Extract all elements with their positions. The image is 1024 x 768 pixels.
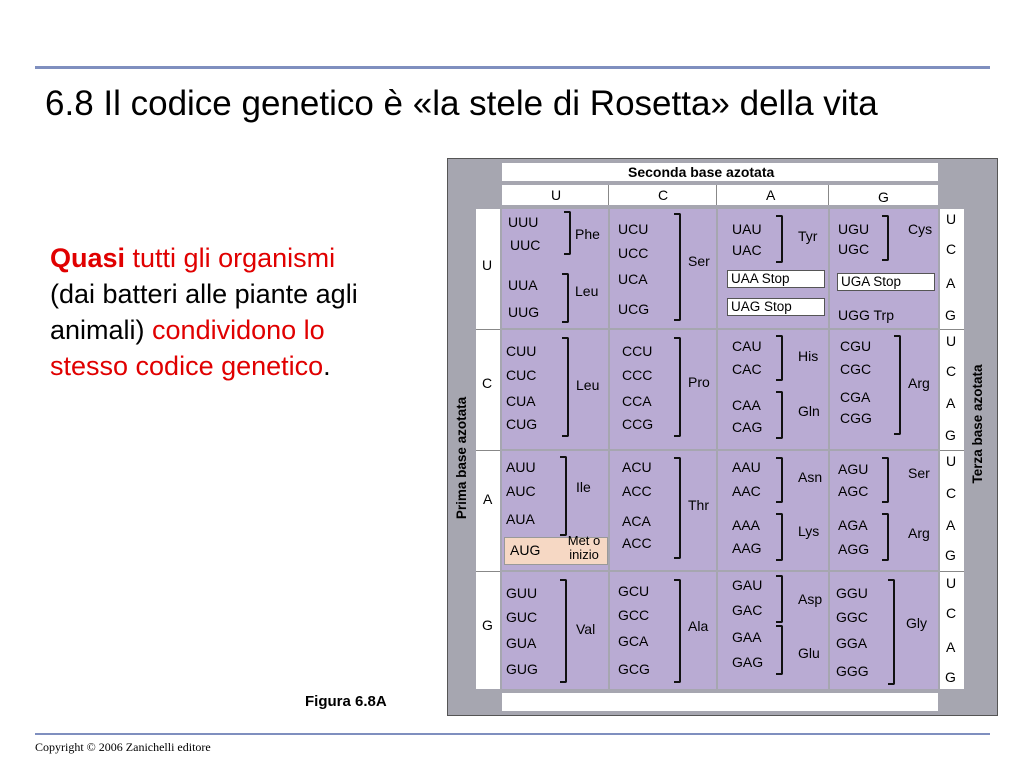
bracket: [674, 337, 681, 437]
third-base-label: Terza base azotata: [970, 364, 985, 484]
third-base: U: [946, 575, 957, 591]
figure-caption: Figura 6.8A: [305, 693, 387, 710]
codon: ACU: [622, 459, 652, 475]
row-base-u: U: [482, 257, 493, 273]
codon: AGA: [838, 517, 868, 533]
codon: CUU: [506, 343, 537, 359]
bracket: [894, 335, 901, 435]
row-divider: [940, 450, 964, 451]
third-base: G: [945, 307, 956, 323]
amino-acid: Ile: [576, 479, 591, 495]
codon: GAU: [732, 577, 763, 593]
header-divider: [828, 185, 829, 205]
bracket: [882, 215, 889, 261]
amino-acid: Leu: [576, 377, 600, 393]
amino-acid: Ala: [688, 618, 709, 634]
codon: CAA: [732, 397, 761, 413]
bracket: [562, 273, 569, 323]
codon: AAC: [732, 483, 761, 499]
codon: AUU: [506, 459, 536, 475]
row-divider: [476, 571, 500, 572]
codon: AAU: [732, 459, 761, 475]
amino-acid: Gly: [906, 615, 927, 631]
amino-acid: Ser: [688, 253, 710, 269]
copyright: Copyright © 2006 Zanichelli editore: [35, 740, 211, 754]
codon: AUC: [506, 483, 536, 499]
third-base: G: [945, 547, 956, 563]
codon: UCG: [618, 301, 650, 317]
codon: GGC: [836, 609, 868, 625]
col-base-a: A: [766, 187, 776, 203]
third-base: U: [946, 211, 957, 227]
codon: GGG: [836, 663, 869, 679]
bracket: [564, 211, 571, 255]
codon: UAC: [732, 242, 762, 258]
genetic-code-table: [447, 158, 998, 716]
bracket: [562, 337, 569, 437]
body-black-1: (dai batteri alle piante agli animali): [50, 279, 358, 345]
amino-acid: Val: [576, 621, 596, 637]
codon: CCC: [622, 367, 653, 383]
codon: GUU: [506, 585, 538, 601]
codon: GUG: [506, 661, 538, 677]
met-start-label: Met o inizio: [567, 533, 601, 562]
codon: CCU: [622, 343, 653, 359]
codon: GCA: [618, 633, 649, 649]
header-divider: [608, 185, 609, 205]
second-base-header: Seconda base azotata: [628, 164, 775, 180]
codon: UUA: [508, 277, 538, 293]
bracket: [674, 457, 681, 559]
amino-acid: Ser: [908, 465, 930, 481]
bracket: [560, 579, 567, 683]
third-base: A: [946, 517, 956, 533]
row-base-a: A: [483, 491, 493, 507]
third-base: G: [945, 669, 956, 685]
body-red-2: condividono lo stesso codice genetico: [50, 315, 325, 381]
codon: UCU: [618, 221, 649, 237]
bracket: [674, 213, 681, 321]
bracket: [888, 579, 895, 685]
codon: CGA: [840, 389, 871, 405]
codon: CUC: [506, 367, 537, 383]
codon: GCG: [618, 661, 650, 677]
stop-codon-uag: UAG Stop: [727, 298, 825, 316]
bracket: [882, 513, 889, 561]
top-divider: [35, 66, 990, 69]
amino-acid: Leu: [575, 283, 599, 299]
codon: GAA: [732, 629, 762, 645]
codon: CCG: [622, 416, 654, 432]
codon: AGC: [838, 483, 869, 499]
codon: CGC: [840, 361, 872, 377]
third-base: A: [946, 275, 956, 291]
codon: AUA: [506, 511, 535, 527]
row-divider: [476, 329, 500, 330]
third-base: U: [946, 333, 957, 349]
amino-acid: Phe: [575, 226, 600, 242]
amino-acid: Thr: [688, 497, 709, 513]
codon: UUU: [508, 214, 539, 230]
codon: GGU: [836, 585, 868, 601]
codon: CCA: [622, 393, 652, 409]
bracket: [560, 456, 567, 536]
codon: CGG: [840, 410, 872, 426]
row-base-g: G: [482, 617, 493, 633]
row-base-c: C: [482, 375, 493, 391]
amino-acid: Asn: [798, 469, 823, 485]
body-red-1: tutti gli organismi: [125, 243, 336, 273]
bracket: [674, 579, 681, 683]
codon: UCC: [618, 245, 649, 261]
third-base: C: [946, 485, 957, 501]
col-base-u: U: [551, 187, 562, 203]
col-base-g: G: [878, 189, 889, 205]
bracket: [882, 457, 889, 503]
codon: AGG: [838, 541, 870, 557]
codon: AAG: [732, 540, 762, 556]
codon: GCC: [618, 607, 650, 623]
header-divider: [716, 185, 717, 205]
bottom-divider: [35, 733, 990, 735]
amino-acid: His: [798, 348, 819, 364]
quasi-word: Quasi: [50, 243, 126, 273]
codon: CAC: [732, 361, 762, 377]
codon: AAA: [732, 517, 761, 533]
bracket: [776, 391, 783, 439]
codon: UGC: [838, 241, 870, 257]
stop-codon-uga: UGA Stop: [837, 273, 935, 291]
codon-trp: UGG Trp: [838, 307, 895, 323]
amino-acid: Pro: [688, 374, 710, 390]
stop-codon-uaa: UAA Stop: [727, 270, 825, 288]
codon: UAU: [732, 221, 762, 237]
codon: ACC: [622, 535, 652, 551]
row-divider: [940, 329, 964, 330]
third-base: U: [946, 453, 957, 469]
body-text: [50, 240, 380, 384]
codon: GAG: [732, 654, 764, 670]
slide-title: 6.8 Il codice genetico è «la stele di Rosetta» della vita: [45, 84, 878, 123]
codon: UGU: [838, 221, 870, 237]
third-base: G: [945, 427, 956, 443]
amino-acid: Arg: [908, 375, 930, 391]
codon: CUA: [506, 393, 536, 409]
bracket: [776, 215, 783, 263]
first-base-label: Prima base azotata: [454, 396, 469, 520]
third-base: A: [946, 639, 956, 655]
third-base: C: [946, 605, 957, 621]
col-base-c: C: [658, 187, 669, 203]
bracket: [776, 625, 783, 675]
amino-acid: Glu: [798, 645, 820, 661]
codon: ACC: [622, 483, 652, 499]
bracket: [776, 457, 783, 503]
bracket: [776, 335, 783, 381]
amino-acid: Asp: [798, 591, 823, 607]
row-divider: [940, 571, 964, 572]
codon: CAG: [732, 419, 763, 435]
start-codon: AUG: [510, 542, 541, 558]
third-base: C: [946, 241, 957, 257]
body-period: .: [323, 351, 331, 381]
codon: UCA: [618, 271, 648, 287]
codon: CAU: [732, 338, 762, 354]
codon: ACA: [622, 513, 651, 529]
codon: AGU: [838, 461, 869, 477]
codon: UUG: [508, 304, 540, 320]
codon: GGA: [836, 635, 868, 651]
amino-acid: Arg: [908, 525, 930, 541]
codon: GCU: [618, 583, 650, 599]
row-divider: [476, 450, 500, 451]
codon: GAC: [732, 602, 763, 618]
codon: UUC: [510, 237, 541, 253]
codon: CUG: [506, 416, 538, 432]
amino-acid: Tyr: [798, 228, 818, 244]
column-base-header-row: [502, 185, 938, 205]
codon: CGU: [840, 338, 872, 354]
amino-acid: Gln: [798, 403, 820, 419]
table-footer-strip: [502, 693, 938, 711]
amino-acid: Cys: [908, 221, 933, 237]
codon: GUC: [506, 609, 538, 625]
third-base: C: [946, 363, 957, 379]
amino-acid: Lys: [798, 523, 820, 539]
codon: GUA: [506, 635, 537, 651]
third-base: A: [946, 395, 956, 411]
bracket: [776, 575, 783, 623]
bracket: [776, 513, 783, 561]
